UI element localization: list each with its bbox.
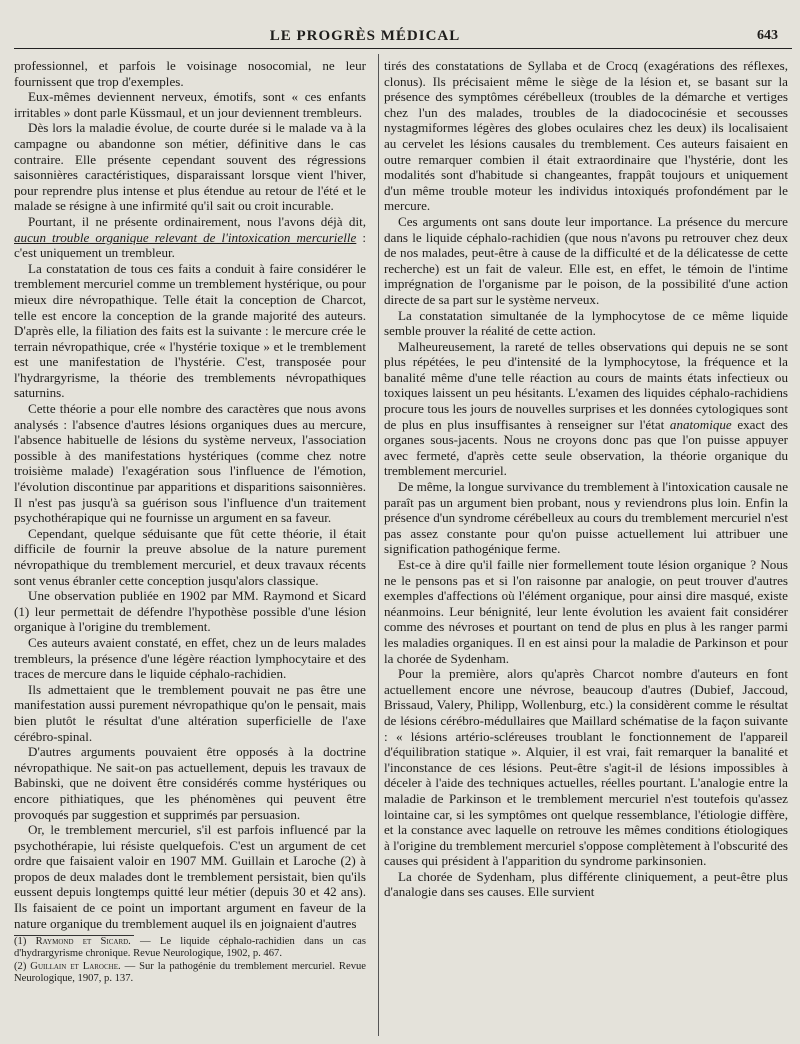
footnote (14, 936, 366, 960)
paragraph: La constatation simultanée de la lymphocytose de ce même liquide semble prouver la réalité de cette action. (384, 307, 788, 339)
paragraph: professionnel, et parfois le voisinage nosocomial, ne leur fournissent que trop d'exemples. (14, 58, 366, 89)
journal-title: LE PROGRÈS MÉDICAL (269, 28, 461, 44)
text-run: exact des organes sous-jacents. Nous ne croyons donc pas que l'on puisse appuyer avec fermeté, d'après cette seule observation, la théorie organique du tremblement mercuriel. (384, 416, 788, 479)
left-column (14, 58, 366, 985)
paragraph: D'autres arguments pouvaient être opposés à la doctrine névropathique. Ne sait-on pas actuellement, depuis les travaux de Babinski, que ne doivent être considérés comme hystériques ou encore pithiatiques, que les phénomènes qui peuvent être provoqués par suggestion et supprimés par persuasion. (14, 744, 366, 822)
paragraph: Cependant, quelque séduisante que fût cette théorie, il était difficile de fournir la preuve absolue de la nature purement névropathique du tremblement mercuriel, et deux travaux récents sont venus ébranler cette conception jusqu'alors classique. (14, 525, 366, 588)
column-divider (378, 54, 379, 1036)
emphasis-text: anatomique (669, 416, 732, 432)
paragraph: Ils admettaient que le tremblement pouvait ne pas être une manifestation aussi purement névropathique qu'on le pensait, mais bien plutôt le résultat d'une altération superficielle de l'axe cérébro-spinal. (14, 681, 366, 744)
paragraph: Est-ce à dire qu'il faille nier formellement toute lésion organique ? Nous ne le pensons pas et si l'on raisonne par analogie, on peut trouver d'autres exemples d'affections où l'élément organique, pour ainsi dire masqué, existe néanmoins. Leur bénignité, leur lente évolution les avaient fait considérer comme des névroses et pourtant on tend de plus en plus à les ranger parmi les maladies organiques. Il en est ainsi pour la maladie de Parkinson et pour la chorée de Sydenham. (384, 557, 788, 666)
text-run: Malheureusement, la rareté de telles observations qui depuis ne se sont plus répétées, le peu d'intensité de la lymphocytose, la fréquence et la banalité même d'une telle réaction au cours de maints états infectieux ou toxiques laissent un peu hésitants. L'examen des liquides céphalo-rachidiens procure tous les jours de nouvelles surprises et les données cytologiques sont de plus en plus insuffisantes à renseigner sur l'état (384, 338, 788, 432)
paragraph: Or, le tremblement mercuriel, s'il est parfois influencé par la psychothérapie, lui résiste quelquefois. C'est un argument de cet ordre que faisaient valoir en 1907 MM. Guillain et Laroche (2) à propos de deux malades dont le tremblement persistait, bien qu'ils eussent depuis longtemps quitté leur métier (depuis 30 et 42 ans). Ils faisaient de ce point un important argument en faveur de la nature organique du tremblement auquel ils en joignaient d'autres (14, 822, 366, 931)
paragraph: Une observation publiée en 1902 par MM. Raymond et Sicard (1) leur permettait de défendre l'hypothèse possible d'une lésion organique à l'origine du tremblement. (14, 588, 366, 635)
paragraph: tirés des constatations de Syllaba et de Crocq (exagérations des réflexes, clonus). Ils précisaient même le siège de la lésion et, se basant sur la présence des symptômes cérébelleux (troubles de la démarche et vertiges chez l'un des malades, troubles de la diadococinésie et secousses nystagmiformes légères des globes oculaires chez les deux) ils localisaient au cervelet les lésions causales du tremblement. Ces auteurs faisaient en outre remarquer combien il était extraordinaire que l'hystérie, dont les modalités sont d'habitude si changeantes, frappât toujours et uniquement d'un même trouble moteur les individus intoxiqués profondément par le mercure. (384, 58, 788, 214)
page-number: 643 (757, 28, 778, 43)
paragraph (14, 214, 366, 261)
paragraph: La chorée de Sydenham, plus différente cliniquement, a peut-être plus d'analogie dans ses causes. Elle survient (384, 868, 788, 900)
text-run: : c'est uniquement un trembleur. (14, 229, 366, 261)
paragraph: Eux-mêmes deviennent nerveux, émotifs, sont « ces enfants irritables » dont parle Küssmaul, et un jour deviennent trembleurs. (14, 89, 366, 120)
page-header (0, 26, 800, 48)
paragraph: Pour la première, alors qu'après Charcot nombre d'auteurs en font actuellement encore une névrose, beaucoup d'autres (Dubief, Jaccoud, Brissaud, Valery, Philipp, Wollenburg, etc.) la considèrent comme le résultat de lésions cérébro-médullaires que Maillard schématise de la façon suivante : « lésions artério-scléreuses troublant le fonctionnement de l'appareil d'équilibration statique ». Alquier, il est vrai, fait remarquer la banalité et l'inconstance de ces lésions. Peut-être s'agit-il de lésions impossibles à déceler à l'aide des techniques actuelles, réelles pourtant. L'analogie entre la maladie de Parkinson et le tremblement mercuriel n'est toutefois qu'assez lointaine car, si les symptômes ont quelque ressemblance, l'étiologie diffère, et la constance avec laquelle on retrouve les mêmes conditions étiologiques à l'origine du tremblement mercuriel s'oppose complètement à l'obscurité des causes qui président à l'apparition du syndrome parkinsonien. (384, 666, 788, 869)
right-column (384, 58, 788, 900)
footnote-text: — Sur la pathogénie du tremblement mercuriel. Revue Neurologique, 1907, p. 137. (14, 960, 366, 984)
footnote (14, 961, 366, 985)
paragraph: Ces arguments ont sans doute leur importance. La présence du mercure dans le liquide céphalo-rachidien (que nous n'avons pu retrouver chez deux de nos malades, peut-être à cause de la difficulté et de la délicatesse de cette recherche) est un fait de valeur. Elle est, en effet, le témoin de l'intime imprégnation de l'organisme par le poison, de la possibilité d'une action directe de sa part sur le système nerveux. (384, 213, 788, 307)
text-run: Pourtant, il ne présente ordinairement, nous l'avons déjà dit, (28, 213, 366, 229)
footnote-authors: (1) Raymond et Sicard. (14, 936, 131, 948)
paragraph: La constatation de tous ces faits a conduit à faire considérer le tremblement mercuriel comme un tremblement hystérique, ou pour mieux dire névropathique. Telle était la conception de Charcot, telle est encore la conception de la grande majorité des auteurs. D'après elle, la filiation des faits est la suivante : le mercure crée le terrain névropathique, crée « l'hystérie toxique » et le tremblement est une manifestation de l'hystérie. C'est, transposée pour l'hydrargyrisme, la théorie des tremblements névropathiques saturnins. (14, 260, 366, 401)
paragraph: De même, la longue survivance du tremblement à l'intoxication causale ne paraît pas un argument bien probant, nous y reviendrons plus loin. Enfin la présence d'un syndrome cérébelleux au cours du tremblement mercuriel n'est pas assez constante pour qu'on puisse actuellement lui attribuer une signification pathogénique ferme. (384, 479, 788, 557)
paragraph: Cette théorie a pour elle nombre des caractères que nous avons analysés : l'absence d'autres lésions organiques dues au mercure, l'absence habituelle de lésions du système nerveux, l'association possible à des manifestations hystériques (comme chez notre troisième malade) l'exagération sous l'influence de l'émotion, l'évolution discontinue par apparitions et disparitions saisonnières. Il n'est pas jusqu'à sa guérison sous l'influence d'un traitement psychothérapique qui ne fournisse un argument en sa faveur. (14, 401, 366, 526)
footnote-text: — Le liquide céphalo-rachidien dans un cas d'hydrargyrisme chronique. Revue Neurologique, 1902, p. 467. (14, 936, 366, 960)
header-rule (14, 48, 792, 49)
paragraph: Dès lors la maladie évolue, de courte durée si le malade va à la campagne ou abandonne son métier, définitive dans le cas contraire. Elle présente cependant souvent des régressions saisonnières caractéristiques, disparaissant lorsque vient l'hiver, pour reprendre plus intense et plus étendue au retour de l'été et le malade se résigne à une infirmité qu'il sait ou croit incurable. (14, 120, 366, 214)
paragraph (384, 339, 788, 479)
paragraph: Ces auteurs avaient constaté, en effet, chez un de leurs malades trembleurs, la présence d'une légère réaction lymphocytaire et des traces de mercure dans le liquide céphalo-rachidien. (14, 634, 366, 682)
footnote-authors: (2) Guillain et Laroche. (14, 960, 121, 972)
emphasis-text: aucun trouble organique relevant de l'intoxication mercurielle (14, 229, 357, 245)
